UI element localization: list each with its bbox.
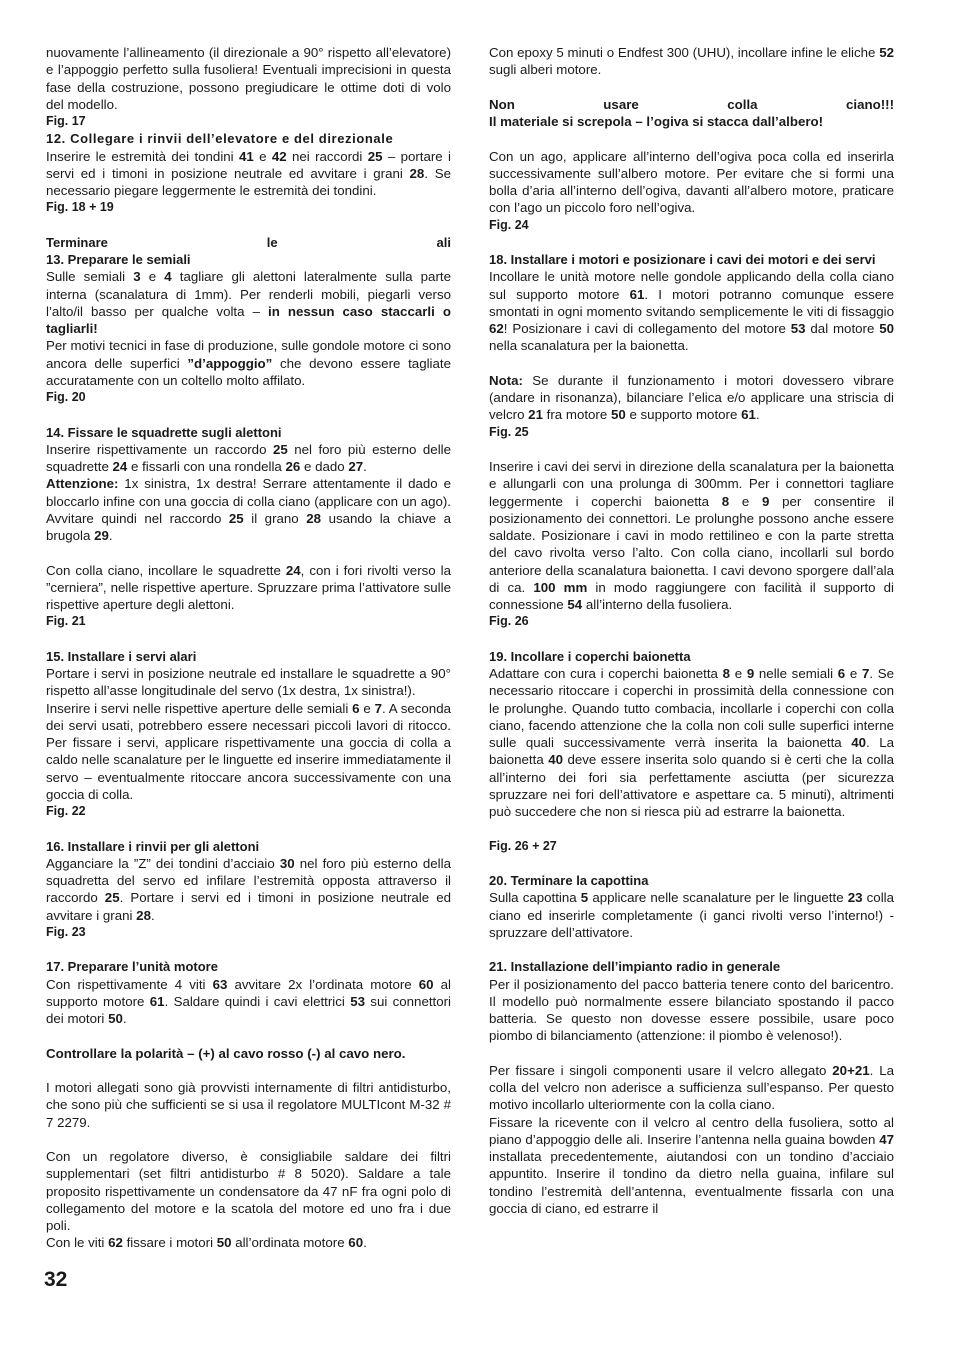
chapter-heading: Terminare le ali [46, 234, 451, 250]
polarity-warning: Controllare la polarità – (+) al cavo rosso (-) al cavo nero. [46, 1045, 406, 1061]
paragraph: Nota: Se durante il funzionamento i motori dovessero vibrare (andare in risonanza), bilanciare l’elica e/o applicare una striscia di velcro 21 fra motore 50 e supporto motore 61. [489, 372, 894, 423]
paragraph: Inserire le estremità dei tondini 41 e 42 nei raccordi 25 – portare i servi ed i timoni in posizione neutrale ed avvitare i grani 28. Se necessario piegare leggermente le estremità dei tondini. [46, 148, 451, 198]
section-heading: 17. Preparare l’unità motore [46, 959, 218, 975]
section-heading: 20. Terminare la capottina [489, 873, 649, 888]
paragraph: Sulla capottina 5 applicare nelle scanalature per le linguette 23 colla ciano ed inserirle completamente (i ganci rivolti verso l’interno!) - spruzzare dell’attivatore. [489, 890, 895, 940]
section-heading: 14. Fissare le squadrette sugli alettoni [46, 424, 282, 440]
paragraph: Portare i servi in posizione neutrale ed installare le squadrette a 90° rispetto all’asse longitudinale del servo (1x destra, 1x sinistra!). [46, 666, 451, 699]
figure-ref: Fig. 21 [46, 614, 86, 629]
paragraph: Fissare la ricevente con il velcro al centro della fusoliera, sotto al piano d’appoggio delle ali. Inserire l’antenna nella guaina bowden 47 installata precedentemente, aiutandosi con un tondino d’acciaio appuntito. Inserire il tondino da dietro nella guaina, infilare sul tondino l’estremità dell’antenna, eventualmente fissarla con una goccia di ciano, ed estrarre il [489, 1114, 894, 1216]
figure-ref: Fig. 18 + 19 [46, 200, 114, 215]
figure-ref: Fig. 26 + 27 [489, 838, 557, 853]
paragraph: Con un ago, applicare all’interno dell’ogiva poca colla ed inserirla successivamente sull’albero motore. Per evitare che si formi una bolla d’aria all’interno dell’ogiva, davanti all’albero motore, praticare con l’ago un piccolo foro nell’ogiva. [489, 148, 894, 216]
paragraph: Con un regolatore diverso, è consigliabile saldare dei filtri supplementari (set filtri antidisturbo # 8 5020). Saldare a tale proposito rispettivamente un condensatore da 47 nF fra ogni polo di collegamento del motore e la scatola del motore ed uno fra i due poli. [46, 1149, 451, 1233]
figure-ref: Fig. 20 [46, 390, 86, 404]
paragraph: Per il posizionamento del pacco batteria tenere conto del baricentro. Il modello può normalmente essere bilanciato spostando il pacco batteria. Se questo non dovesse essere possibile, usare poco piombo di bilanciamento (attenzione: il piombo è velenoso!). [489, 976, 894, 1044]
paragraph: Con rispettivamente 4 viti 63 avvitare 2x l’ordinata motore 60 al supporto motore 61. Saldare quindi i cavi elettrici 53 sui connettori dei motori 50. [46, 976, 452, 1026]
left-column [46, 44, 451, 1252]
section-heading: 19. Incollare i coperchi baionetta [489, 648, 691, 664]
paragraph: Per motivi tecnici in fase di produzione, sulle gondole motore ci sono ancora delle superfici ”d’appoggio” che devono essere tagliate accuratamente con un coltello molto affilato. [46, 338, 451, 388]
paragraph: Sulle semiali 3 e 4 tagliare gli alettoni lateralmente sulla parte interna (scanalatura di 1mm). Per renderli mobili, piegarli verso l’alto/il basso per qualche volta – in nessun caso staccarli o tagliarli! [46, 269, 451, 336]
paragraph: Incollare le unità motore nelle gondole applicando della colla ciano sul supporto motore 61. I motori potranno comunque essere smontati in ogni momento svitando semplicemente le viti di fissaggio 62! Posizionare i cavi di collegamento del motore 53 dal motore 50 nella scanalatura per la baionetta. [489, 269, 894, 354]
paragraph: Attenzione: 1x sinistra, 1x destra! Serrare attentamente il dado e bloccarlo infine con una goccia di colla ciano (applicare con un ago). Avvitare quindi nel raccordo 25 il grano 28 usando la chiave a brugola 29. [46, 476, 451, 543]
figure-ref: Fig. 17 [46, 114, 86, 128]
paragraph: Inserire i servi nelle rispettive aperture delle semiali 6 e 7. A seconda dei servi usati, potrebbero essere necessari piccoli lavori di ritocco. Per fissare i servi, applicare rispettivamente una goccia di colla a caldo nelle scanalature per le linguette ed inserire immediatamente il servo – eventualmente ritoccare ancora successivamente con una goccia di colla. [46, 700, 451, 802]
section-heading: 12. Collegare i rinvii dell’elevatore e del direzionale [46, 131, 394, 147]
paragraph: Per fissare i singoli componenti usare il velcro allegato 20+21. La colla del velcro non aderisce a sufficienza sull’espanso. Per questo motivo incollarlo ulteriormente con la colla ciano. [489, 1062, 894, 1113]
paragraph: Con colla ciano, incollare le squadrette 24, con i fori rivolti verso la ”cerniera”, nelle rispettive aperture. Spruzzare prima l’attivatore sulle rispettive aperture degli alettoni. [46, 562, 451, 612]
section-heading: 16. Installare i rinvii per gli alettoni [46, 838, 260, 854]
paragraph: Con epoxy 5 minuti o Endfest 300 (UHU), incollare infine le eliche 52 sugli alberi motore. [489, 45, 894, 78]
figure-ref: Fig. 24 [489, 217, 529, 232]
page-number: 32 [44, 1268, 68, 1291]
paragraph: Con le viti 62 fissare i motori 50 all’ordinata motore 60. [46, 1235, 367, 1251]
warning-detail: Il materiale si screpola – l’ogiva si stacca dall’albero! [489, 114, 824, 129]
paragraph: Agganciare la ”Z” dei tondini d’acciaio 30 nel foro più esterno della squadretta del servo ed infilare l’estremità opposta attraverso il raccordo 25. Portare i servi ed i timoni in posizione neutrale ed avvitare i grani 28. [46, 855, 452, 923]
paragraph: Inserire i cavi dei servi in direzione della scanalatura per la baionetta e allungarli con una prolunga di 300mm. Per i connettori tagliare leggermente i coperchi baionetta 8 e 9 per consentire il posizionamento dei connettori. Le prolunghe possono anche essere saldate. Posizionare i cavi in modo rettilineo e con la parte stretta del cavo rivolta verso l’alto. Con colla ciano, incollarli sul bordo anteriore della scanalatura baionetta. I cavi devono sporgere dall’ala di ca. 100 mm in modo raggiungere con facilità il supporto di connessione 54 all’interno della fusoliera. [489, 459, 895, 612]
section-heading: 15. Installare i servi alari [46, 648, 197, 664]
figure-ref: Fig. 22 [46, 804, 86, 818]
section-heading: 13. Preparare le semiali [46, 252, 191, 267]
section-heading: 21. Installazione dell’impianto radio in generale [489, 959, 781, 975]
right-column [489, 44, 894, 1217]
figure-ref: Fig. 25 [489, 424, 529, 439]
figure-ref: Fig. 23 [46, 924, 86, 939]
paragraph: Inserire rispettivamente un raccordo 25 nel foro più esterno delle squadrette 24 e fissarli con una rondella 26 e dado 27. [46, 441, 451, 474]
paragraph: I motori allegati sono già provvisti internamente di filtri antidisturbo, che sono più che sufficienti se si usa il regolatore MULTIcont M-32 # 7 2279. [46, 1080, 451, 1130]
paragraph: nuovamente l’allineamento (il direzionale a 90° rispetto all’elevatore) e l’appoggio perfetto sulla fusoliera! Eventuali imprecisioni in questa fase della costruzione, possono pregiudicare le ottime doti di volo del modello. [46, 45, 451, 112]
paragraph: Adattare con cura i coperchi baionetta 8 e 9 nelle semiali 6 e 7. Se necessario ritoccare i coperchi in prossimità della connessione con le prolunghe. Quando tutto combacia, incollarle i coperchi con colla ciano, facendo attenzione che la colla non coli sulle superfici interne sulle quali successivamente verrà inserita la baionetta 40. La baionetta 40 deve essere inserita solo quando si è certi che la colla all’interno dei fori sia perfettamente asciutta (per sicurezza spruzzare nei fori dell’attivatore e aspettare ca. 5 minuti), altrimenti può succedere che non si riesca più ad estrarre la baionetta. [489, 666, 894, 819]
figure-ref: Fig. 26 [489, 614, 529, 629]
section-heading: 18. Installare i motori e posizionare i cavi dei motori e dei servi [489, 252, 876, 267]
warning-no-cyano: Non usare colla ciano!!! [489, 96, 894, 112]
